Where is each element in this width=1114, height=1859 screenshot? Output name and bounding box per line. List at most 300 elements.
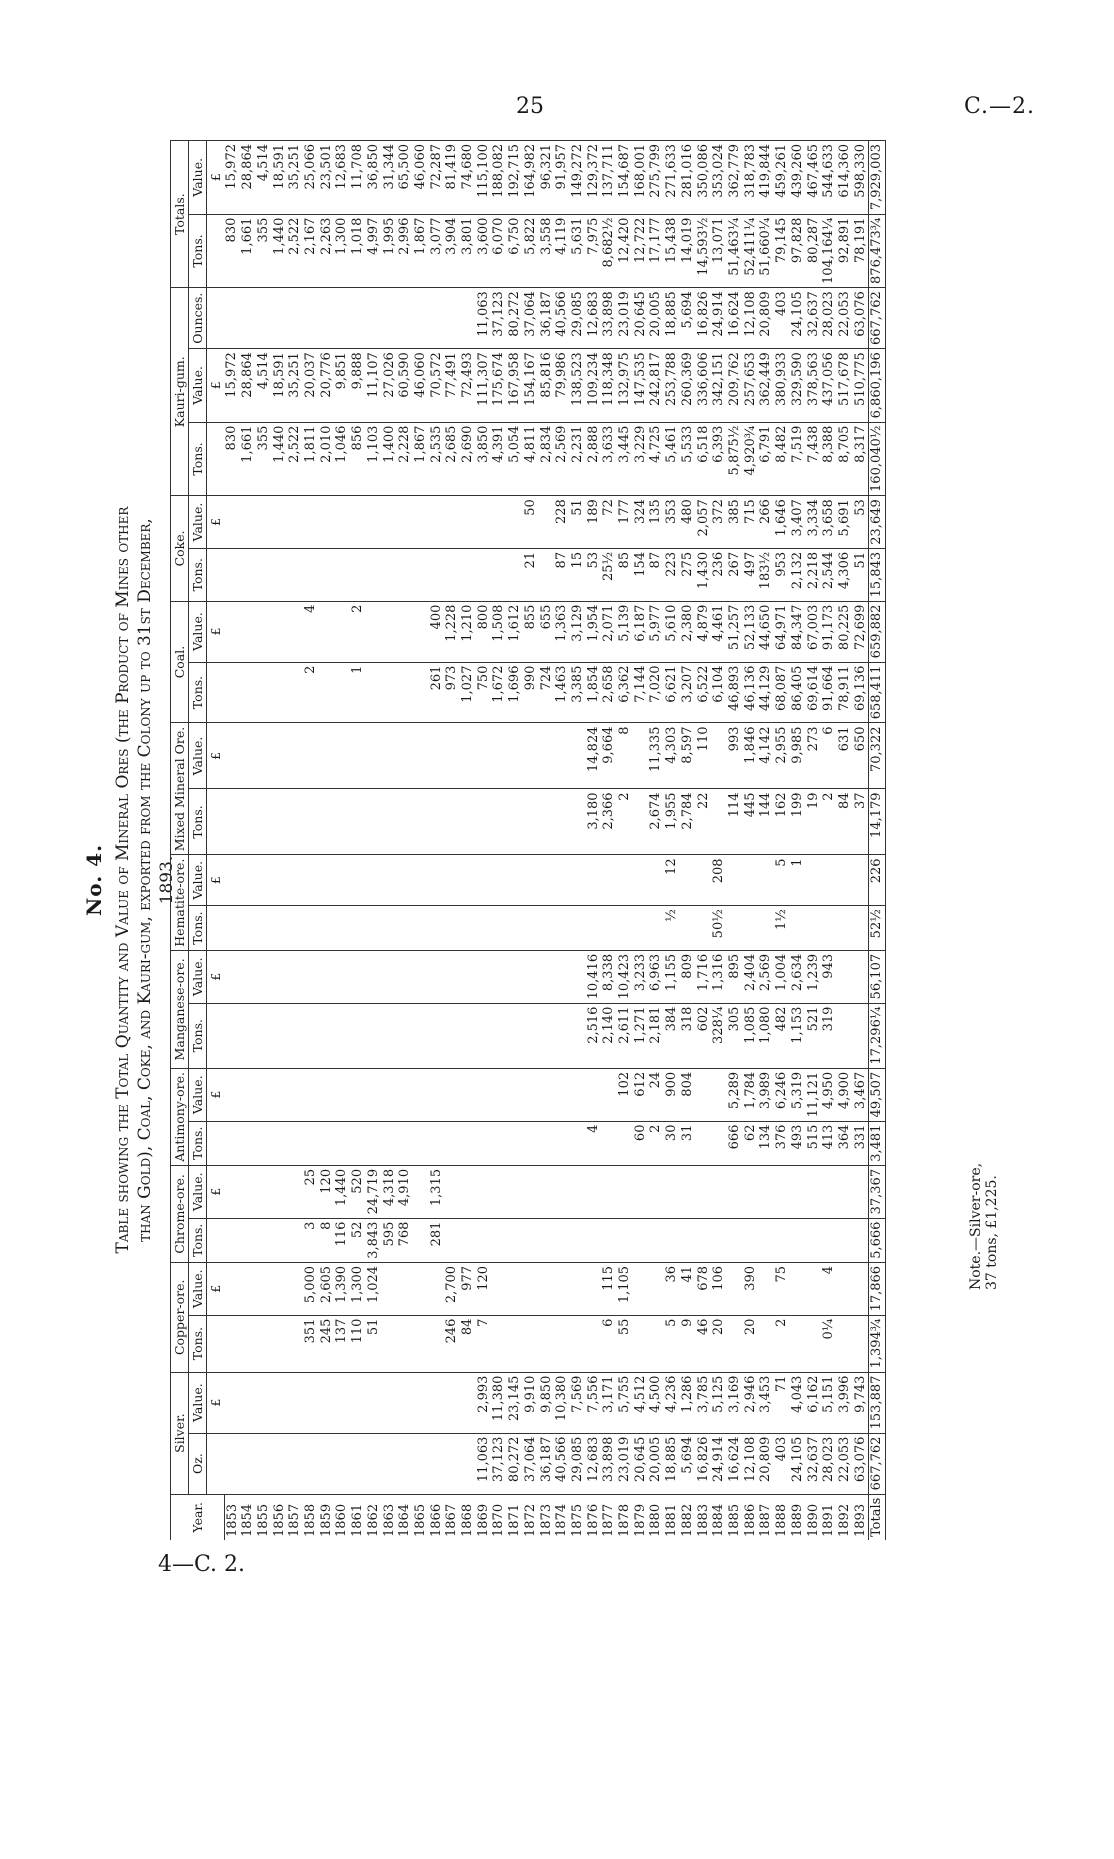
- sub-header: Tons.: [189, 1121, 207, 1165]
- value-cell: [397, 288, 413, 349]
- value-cell: 5,694: [680, 1433, 696, 1494]
- value-cell: 3,801: [460, 214, 476, 288]
- value-cell: 37,123: [491, 288, 507, 349]
- value-cell: 4,900: [837, 1068, 853, 1121]
- value-cell: [570, 723, 586, 789]
- value-cell: [240, 496, 256, 549]
- value-cell: [350, 723, 366, 789]
- value-cell: 60,590: [397, 349, 413, 422]
- value-cell: 12,683: [586, 288, 602, 349]
- value-cell: 92,891: [837, 214, 853, 288]
- value-cell: 1,046: [334, 422, 350, 496]
- value-cell: 164,982: [523, 141, 539, 215]
- value-cell: [224, 950, 240, 1003]
- value-cell: 493: [790, 1121, 806, 1165]
- value-cell: [224, 1165, 240, 1218]
- value-cell: 5: [664, 1315, 680, 1372]
- value-cell: [444, 496, 460, 549]
- year-cell: 1863: [382, 1494, 398, 1540]
- value-cell: [382, 288, 398, 349]
- value-cell: [539, 855, 555, 906]
- value-cell: [758, 1315, 774, 1372]
- value-cell: 11,380: [491, 1372, 507, 1433]
- value-cell: [382, 1068, 398, 1121]
- value-cell: 1,463: [554, 662, 570, 723]
- value-cell: 324: [633, 496, 649, 549]
- value-cell: [491, 789, 507, 855]
- value-cell: 23,501: [319, 141, 335, 215]
- value-cell: 804: [680, 1068, 696, 1121]
- total-cell: 1,394¾: [869, 1315, 886, 1372]
- value-cell: 50: [523, 496, 539, 549]
- value-cell: 1,228: [444, 601, 460, 662]
- table-row: [633, 141, 649, 1541]
- year-cell: 1891: [821, 1494, 837, 1540]
- value-cell: 147,535: [633, 349, 649, 422]
- value-cell: [334, 950, 350, 1003]
- table-row: [617, 141, 633, 1541]
- value-cell: [507, 1121, 523, 1165]
- value-cell: [743, 1218, 759, 1262]
- value-cell: [366, 601, 382, 662]
- table-row: [444, 141, 460, 1541]
- value-cell: [790, 1315, 806, 1372]
- value-cell: [570, 1262, 586, 1315]
- value-cell: [460, 723, 476, 789]
- value-cell: 2: [774, 1315, 790, 1372]
- group-header: Totals.: [171, 141, 189, 288]
- value-cell: 275: [680, 548, 696, 601]
- year-cell: 1858: [303, 1494, 319, 1540]
- value-cell: 1,363: [554, 601, 570, 662]
- value-cell: 28,864: [240, 349, 256, 422]
- value-cell: [287, 288, 303, 349]
- group-header: Coke.: [171, 496, 189, 601]
- value-cell: 114: [727, 789, 743, 855]
- value-cell: [633, 789, 649, 855]
- value-cell: [224, 1218, 240, 1262]
- value-cell: 96,321: [539, 141, 555, 215]
- value-cell: 2,611: [617, 1003, 633, 1068]
- value-cell: 355: [256, 422, 272, 496]
- year-cell: 1873: [539, 1494, 555, 1540]
- value-cell: [429, 288, 445, 349]
- value-cell: 52,133: [743, 601, 759, 662]
- value-cell: 6,750: [507, 214, 523, 288]
- value-cell: 6,187: [633, 601, 649, 662]
- currency-symbol: £: [207, 950, 225, 1003]
- value-cell: 135: [648, 496, 664, 549]
- year-cell: 1872: [523, 1494, 539, 1540]
- sub-header: Value.: [189, 1372, 207, 1433]
- value-cell: 1,954: [586, 601, 602, 662]
- value-cell: 102: [617, 1068, 633, 1121]
- value-cell: [350, 1003, 366, 1068]
- value-cell: 97,828: [790, 214, 806, 288]
- value-cell: 855: [523, 601, 539, 662]
- value-cell: 1,300: [350, 1262, 366, 1315]
- value-cell: [444, 1372, 460, 1433]
- value-cell: [460, 1165, 476, 1218]
- sub-header: Value.: [189, 141, 207, 215]
- value-cell: 70,572: [429, 349, 445, 422]
- sub-header: Tons.: [189, 214, 207, 288]
- currency-symbol: £: [207, 1165, 225, 1218]
- value-cell: [554, 1003, 570, 1068]
- value-cell: [648, 855, 664, 906]
- value-cell: [507, 1003, 523, 1068]
- value-cell: [303, 1121, 319, 1165]
- value-cell: 5,125: [711, 1372, 727, 1433]
- value-cell: 137: [334, 1315, 350, 1372]
- currency-symbol: [207, 1315, 225, 1372]
- value-cell: 1,024: [366, 1262, 382, 1315]
- value-cell: 41: [680, 1262, 696, 1315]
- value-cell: 631: [837, 723, 853, 789]
- value-cell: 5,822: [523, 214, 539, 288]
- value-cell: [727, 1262, 743, 1315]
- value-cell: [429, 1262, 445, 1315]
- value-cell: 86,405: [790, 662, 806, 723]
- value-cell: 3,233: [633, 950, 649, 1003]
- currency-symbol: [207, 789, 225, 855]
- value-cell: 32,637: [806, 288, 822, 349]
- value-cell: 437,056: [821, 349, 837, 422]
- group-header: Mixed Mineral Ore.: [171, 723, 189, 855]
- value-cell: 4,461: [711, 601, 727, 662]
- value-cell: 1,239: [806, 950, 822, 1003]
- value-cell: [758, 1262, 774, 1315]
- value-cell: [570, 950, 586, 1003]
- total-cell: 659,882: [869, 601, 886, 662]
- value-cell: [633, 1165, 649, 1218]
- value-cell: [444, 1121, 460, 1165]
- value-cell: [397, 723, 413, 789]
- value-cell: 6: [601, 1315, 617, 1372]
- value-cell: [287, 1372, 303, 1433]
- value-cell: 4,142: [758, 723, 774, 789]
- table-row: [554, 141, 570, 1541]
- total-cell: 15,843: [869, 548, 886, 601]
- value-cell: [460, 548, 476, 601]
- value-cell: [570, 1165, 586, 1218]
- value-cell: [287, 906, 303, 951]
- value-cell: [680, 1165, 696, 1218]
- value-cell: [382, 1433, 398, 1494]
- value-cell: 149,272: [570, 141, 586, 215]
- value-cell: 78,191: [853, 214, 869, 288]
- value-cell: [319, 1433, 335, 1494]
- value-cell: 223: [664, 548, 680, 601]
- value-cell: [287, 1003, 303, 1068]
- value-cell: 1,661: [240, 214, 256, 288]
- value-cell: [821, 1218, 837, 1262]
- value-cell: 7,975: [586, 214, 602, 288]
- value-cell: 271,633: [664, 141, 680, 215]
- value-cell: 953: [774, 548, 790, 601]
- value-cell: [507, 1218, 523, 1262]
- value-cell: 12,420: [617, 214, 633, 288]
- value-cell: [397, 1068, 413, 1121]
- value-cell: [240, 288, 256, 349]
- currency-symbol: [207, 1218, 225, 1262]
- value-cell: 2,784: [680, 789, 696, 855]
- value-cell: [476, 789, 492, 855]
- value-cell: 319: [821, 1003, 837, 1068]
- value-cell: 4,306: [837, 548, 853, 601]
- value-cell: [287, 855, 303, 906]
- value-cell: 329,590: [790, 349, 806, 422]
- value-cell: 22: [696, 789, 712, 855]
- value-cell: 21: [523, 548, 539, 601]
- totals-row: [869, 141, 886, 1541]
- year-cell: 1853: [224, 1494, 240, 1540]
- value-cell: 2,535: [429, 422, 445, 496]
- value-cell: [774, 1218, 790, 1262]
- value-cell: [429, 855, 445, 906]
- value-cell: 1,103: [366, 422, 382, 496]
- value-cell: [413, 1121, 429, 1165]
- value-cell: [586, 1315, 602, 1372]
- value-cell: 7,519: [790, 422, 806, 496]
- value-cell: [382, 950, 398, 1003]
- value-cell: 9,664: [601, 723, 617, 789]
- value-cell: 19: [806, 789, 822, 855]
- value-cell: [711, 789, 727, 855]
- value-cell: [491, 496, 507, 549]
- value-cell: 62: [743, 1121, 759, 1165]
- value-cell: 4,920¾: [743, 422, 759, 496]
- value-cell: 1,784: [743, 1068, 759, 1121]
- value-cell: [586, 1068, 602, 1121]
- total-cell: 667,762: [869, 1433, 886, 1494]
- value-cell: 60: [633, 1121, 649, 1165]
- value-cell: 18,591: [272, 349, 288, 422]
- value-cell: 1,430: [696, 548, 712, 601]
- value-cell: 3,207: [680, 662, 696, 723]
- currency-symbol: [207, 1433, 225, 1494]
- value-cell: 4,318: [382, 1165, 398, 1218]
- value-cell: 3,077: [429, 214, 445, 288]
- value-cell: 1,672: [491, 662, 507, 723]
- value-cell: [287, 1262, 303, 1315]
- value-cell: [853, 950, 869, 1003]
- value-cell: 51: [570, 496, 586, 549]
- value-cell: [507, 548, 523, 601]
- value-cell: 37,064: [523, 288, 539, 349]
- value-cell: 23,019: [617, 288, 633, 349]
- value-cell: 65,500: [397, 141, 413, 215]
- value-cell: 33,898: [601, 1433, 617, 1494]
- value-cell: 7,020: [648, 662, 664, 723]
- value-cell: 467,465: [806, 141, 822, 215]
- value-cell: [539, 723, 555, 789]
- value-cell: [397, 1433, 413, 1494]
- value-cell: 318: [680, 1003, 696, 1068]
- table-row: [303, 141, 319, 1541]
- value-cell: 10,380: [554, 1372, 570, 1433]
- value-cell: [491, 906, 507, 951]
- value-cell: [601, 906, 617, 951]
- value-cell: 2: [303, 662, 319, 723]
- value-cell: 2: [350, 601, 366, 662]
- value-cell: 25,066: [303, 141, 319, 215]
- value-cell: 273: [806, 723, 822, 789]
- value-cell: [727, 1165, 743, 1218]
- value-cell: 281: [429, 1218, 445, 1262]
- value-cell: 2,569: [758, 950, 774, 1003]
- value-cell: 20,776: [319, 349, 335, 422]
- value-cell: 46: [696, 1315, 712, 1372]
- value-cell: 46,060: [413, 141, 429, 215]
- value-cell: 162: [774, 789, 790, 855]
- currency-symbol: £: [207, 1262, 225, 1315]
- value-cell: 2,167: [303, 214, 319, 288]
- value-cell: [821, 1165, 837, 1218]
- value-cell: 9,985: [790, 723, 806, 789]
- year-cell: 1877: [601, 1494, 617, 1540]
- value-cell: [303, 1372, 319, 1433]
- value-cell: 110: [350, 1315, 366, 1372]
- value-cell: [507, 950, 523, 1003]
- value-cell: [853, 1315, 869, 1372]
- value-cell: [727, 906, 743, 951]
- value-cell: [539, 1262, 555, 1315]
- sub-header: Value.: [189, 1068, 207, 1121]
- value-cell: 403: [774, 288, 790, 349]
- value-cell: [444, 723, 460, 789]
- value-cell: 6,362: [617, 662, 633, 723]
- value-cell: [853, 855, 869, 906]
- value-cell: [272, 288, 288, 349]
- value-cell: 15,972: [224, 349, 240, 422]
- value-cell: [444, 1433, 460, 1494]
- value-cell: 800: [476, 601, 492, 662]
- value-cell: 51,660¼: [758, 214, 774, 288]
- value-cell: [366, 789, 382, 855]
- total-cell: 226: [869, 855, 886, 906]
- value-cell: [664, 1218, 680, 1262]
- value-cell: [460, 1433, 476, 1494]
- value-cell: [586, 906, 602, 951]
- value-cell: [507, 906, 523, 951]
- table-row: [664, 141, 680, 1541]
- value-cell: 18,591: [272, 141, 288, 215]
- value-cell: 85: [617, 548, 633, 601]
- value-cell: 24,105: [790, 288, 806, 349]
- value-cell: 362,449: [758, 349, 774, 422]
- value-cell: [476, 1121, 492, 1165]
- currency-symbol: [207, 1003, 225, 1068]
- value-cell: 830: [224, 422, 240, 496]
- value-cell: [758, 1165, 774, 1218]
- currency-row: [207, 141, 225, 1541]
- value-cell: 3,843: [366, 1218, 382, 1262]
- value-cell: [444, 1003, 460, 1068]
- value-cell: [523, 1003, 539, 1068]
- value-cell: 2,685: [444, 422, 460, 496]
- value-cell: [334, 789, 350, 855]
- value-cell: [570, 1218, 586, 1262]
- value-cell: [444, 855, 460, 906]
- value-cell: [350, 1121, 366, 1165]
- value-cell: 678: [696, 1262, 712, 1315]
- table-row: [350, 141, 366, 1541]
- year-cell: 1878: [617, 1494, 633, 1540]
- value-cell: [413, 1165, 429, 1218]
- value-cell: [287, 601, 303, 662]
- value-cell: 10,416: [586, 950, 602, 1003]
- value-cell: [240, 601, 256, 662]
- value-cell: 1,440: [272, 214, 288, 288]
- value-cell: [523, 1165, 539, 1218]
- value-cell: 40,566: [554, 288, 570, 349]
- year-cell: 1880: [648, 1494, 664, 1540]
- value-cell: 2: [617, 789, 633, 855]
- value-cell: 3,785: [696, 1372, 712, 1433]
- value-cell: [240, 789, 256, 855]
- group-header: Silver.: [171, 1372, 189, 1494]
- total-cell: 160,040½: [869, 422, 886, 496]
- value-cell: [696, 1165, 712, 1218]
- currency-symbol: £: [207, 723, 225, 789]
- table-row: [570, 141, 586, 1541]
- value-cell: [476, 496, 492, 549]
- value-cell: 2: [821, 789, 837, 855]
- value-cell: 6,518: [696, 422, 712, 496]
- year-cell: 1883: [696, 1494, 712, 1540]
- value-cell: [696, 1068, 712, 1121]
- value-cell: [523, 1068, 539, 1121]
- value-cell: [287, 950, 303, 1003]
- value-cell: 18,885: [664, 288, 680, 349]
- value-cell: [444, 789, 460, 855]
- value-cell: 614,360: [837, 141, 853, 215]
- value-cell: 4,119: [554, 214, 570, 288]
- value-cell: [240, 1372, 256, 1433]
- table-row: [806, 141, 822, 1541]
- value-cell: 20: [743, 1315, 759, 1372]
- value-cell: [272, 496, 288, 549]
- value-cell: 4,514: [256, 349, 272, 422]
- value-cell: 111,307: [476, 349, 492, 422]
- value-cell: 77,491: [444, 349, 460, 422]
- value-cell: [382, 662, 398, 723]
- year-cell: 1857: [287, 1494, 303, 1540]
- value-cell: [460, 496, 476, 549]
- value-cell: [790, 1165, 806, 1218]
- total-cell: 23,649: [869, 496, 886, 549]
- value-cell: 2,522: [287, 422, 303, 496]
- value-cell: [350, 1068, 366, 1121]
- group-header: Copper-ore.: [171, 1262, 189, 1372]
- value-cell: 2,132: [790, 548, 806, 601]
- value-cell: 12,683: [334, 141, 350, 215]
- value-cell: [554, 1165, 570, 1218]
- value-cell: 2,366: [601, 789, 617, 855]
- value-cell: 2,690: [460, 422, 476, 496]
- value-cell: [539, 1315, 555, 1372]
- value-cell: 400: [429, 601, 445, 662]
- value-cell: [272, 601, 288, 662]
- value-cell: [711, 1121, 727, 1165]
- value-cell: [366, 1068, 382, 1121]
- value-cell: [303, 906, 319, 951]
- value-cell: 25: [303, 1165, 319, 1218]
- value-cell: [539, 906, 555, 951]
- value-cell: 115: [601, 1262, 617, 1315]
- value-cell: [256, 1121, 272, 1165]
